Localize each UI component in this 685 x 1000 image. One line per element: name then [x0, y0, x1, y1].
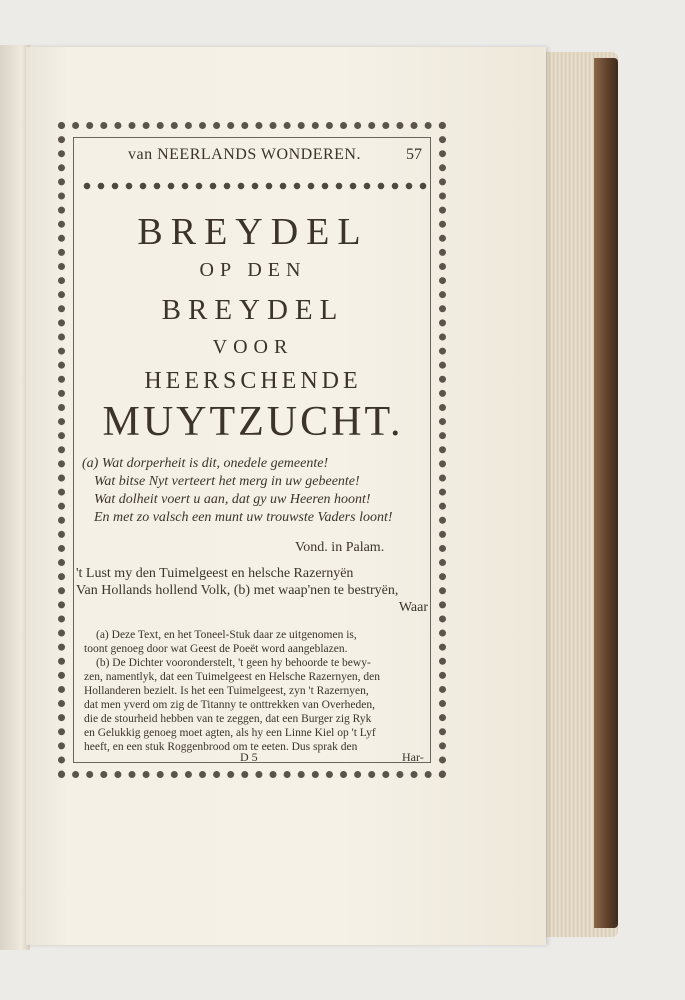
title-line-3: BREYDEL: [161, 294, 345, 326]
epigraph-verse: [82, 455, 432, 527]
ornament-row: [80, 180, 428, 192]
running-title: van NEERLANDS WONDEREN.: [128, 146, 361, 163]
title-line-1: BREYDEL: [137, 211, 369, 253]
footnote-line: en Gelukkig genoeg moet agten, als hy een Linne Kiel op 't Lyf: [84, 727, 376, 739]
footnote-line: Hollanderen bezielt. Is het een Tuimelgeest, zyn 't Razernyen,: [84, 685, 369, 697]
footnote-line: zen, namentlyk, dat een Tuimelgeest en Helsche Razernyen, den: [84, 671, 381, 683]
footnote-line: heeft, en een stuk Roggenbrood om te eeten. Dus sprak den: [84, 741, 358, 753]
poem-body: [76, 565, 428, 616]
verse-line: (a) Wat dorperheit is dit, onedele gemeente!: [82, 456, 329, 471]
title-line-5: HEERSCHENDE: [144, 368, 362, 394]
title-line-6: MUYTZUCHT.: [102, 399, 404, 445]
title-line-4: VOOR: [212, 336, 294, 358]
body-line: 't Lust my den Tuimelgeest en helsche Razernyën: [76, 566, 354, 581]
footnotes: [84, 628, 430, 754]
page-number: 57: [406, 146, 422, 163]
footnote-line: dat men yverd om zig de Titanny te onttrekken van Overheden,: [84, 699, 375, 711]
verse-line: En met zo valsch een munt uw trouwste Vaders loont!: [94, 510, 393, 525]
body-catchword: Waar: [398, 600, 428, 615]
footnote-line: (b) De Dichter vooronderstelt, 't geen hy behoorde te bewy-: [96, 657, 371, 669]
footnote-line: (a) Deze Text, en het Toneel-Stuk daar ze uitgenomen is,: [96, 629, 357, 641]
body-line: Van Hollands hollend Volk, (b) met waap'nen te bestryën,: [76, 583, 399, 598]
verse-line: Wat bitse Nyt verteert het merg in uw gebeente!: [94, 474, 360, 489]
title-line-2: OP DEN: [199, 259, 307, 281]
epigraph-attribution: Vond. in Palam.: [295, 540, 385, 555]
verse-line: Wat dolheit voert u aan, dat gy uw Heeren hoont!: [94, 492, 371, 507]
signature-mark: D 5: [240, 750, 258, 764]
footnote-line: die de stourheid hebben van te zeggen, dat een Burger zig Ryk: [84, 713, 372, 725]
footnote-line: toont genoeg door wat Geest de Poeët word aangeblazen.: [84, 643, 348, 655]
book-spine: [594, 58, 618, 928]
catchword: Har-: [402, 750, 424, 764]
